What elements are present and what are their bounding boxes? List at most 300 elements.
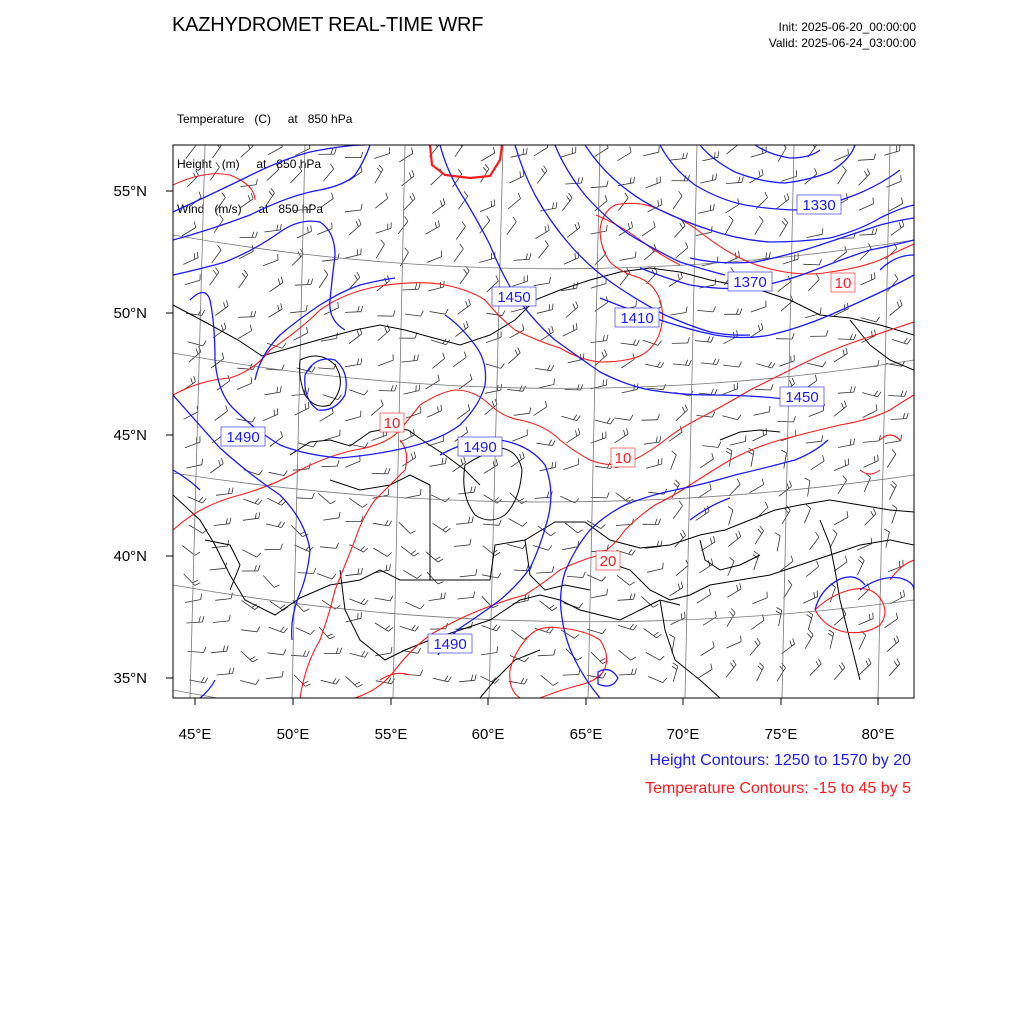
wind-barb-feather <box>790 641 792 647</box>
wind-barb <box>754 412 770 415</box>
wind-barb <box>189 525 203 533</box>
wind-barb-feather <box>363 504 368 508</box>
temperature-label <box>611 448 635 467</box>
wind-barb-feather <box>659 519 661 525</box>
wind-barb-feather <box>769 252 770 258</box>
wind-barb <box>510 176 524 183</box>
wind-barb <box>514 413 530 415</box>
wind-barb <box>323 169 333 181</box>
wind-barb-feather <box>224 323 226 329</box>
wind-barb-feather <box>784 195 786 201</box>
wind-barb-feather <box>305 684 310 687</box>
wind-barb-feather <box>635 668 637 674</box>
wind-barb-feather <box>894 661 897 666</box>
wind-barb-feather <box>387 553 392 557</box>
wind-barb-feather <box>314 568 316 574</box>
wind-barb-feather <box>897 659 900 664</box>
wind-barb <box>858 589 870 600</box>
wind-barb-feather <box>255 513 256 519</box>
wind-barb-feather <box>361 204 362 210</box>
wind-barb-feather <box>833 530 837 534</box>
wind-barb-feather <box>607 463 610 468</box>
wind-barb-feather <box>680 223 683 228</box>
wind-barb <box>432 358 444 368</box>
wind-barb <box>213 621 229 623</box>
wind-barb-feather <box>710 484 712 490</box>
wind-barb-feather <box>519 498 524 501</box>
lat-label: 35°N <box>113 670 147 687</box>
wind-barb-feather <box>446 528 451 532</box>
wind-barb-feather <box>257 626 260 631</box>
wind-barb-feather <box>607 492 609 498</box>
wind-barb-feather <box>220 215 224 220</box>
wind-barb-feather <box>678 584 680 590</box>
wind-barb-feather <box>284 628 288 633</box>
wind-barb-feather <box>711 664 712 670</box>
wind-barb-feather <box>412 625 416 630</box>
wind-barb-feather <box>216 162 220 167</box>
wind-barb <box>884 151 899 155</box>
wind-barb-feather <box>281 277 283 283</box>
wind-barb-feather <box>434 142 437 147</box>
wind-barb-feather <box>672 666 677 669</box>
wind-barb <box>784 453 787 469</box>
wind-barb <box>216 198 225 211</box>
wind-barb-feather <box>826 330 828 336</box>
wind-barb-feather <box>550 277 551 283</box>
wind-barb-feather <box>334 148 336 154</box>
wind-barb-feather <box>892 449 896 454</box>
wind-barb-feather <box>669 635 674 638</box>
wind-barb-feather <box>843 476 847 481</box>
wind-barb-feather <box>438 582 444 584</box>
wind-barb <box>241 147 253 158</box>
wind-barb <box>238 331 252 339</box>
wind-barb-feather <box>435 222 436 228</box>
wind-barb-feather <box>901 435 902 441</box>
wind-barb-feather <box>308 227 309 233</box>
wind-barb-feather <box>283 649 286 654</box>
wind-barb <box>566 434 580 443</box>
wind-barb-feather <box>819 659 822 664</box>
wind-barb <box>402 176 415 186</box>
wind-barb <box>803 264 819 265</box>
wind-barb-feather <box>823 362 826 367</box>
wind-barb-feather <box>816 661 819 666</box>
wind-barb-feather <box>493 147 494 153</box>
init-time: Init: 2025-06-20_00:00:00 <box>778 20 916 34</box>
wind-barb <box>182 546 195 556</box>
wind-barb <box>539 246 549 259</box>
wind-barb-feather <box>438 220 439 226</box>
wind-barb-feather <box>867 169 870 174</box>
wind-barb-feather <box>395 385 397 391</box>
wind-barb-feather <box>391 385 393 391</box>
wind-barb-feather <box>793 638 795 644</box>
wind-barb-feather <box>390 564 391 570</box>
wind-barb <box>265 392 281 395</box>
wind-barb <box>402 457 415 466</box>
wind-barb <box>237 383 252 389</box>
wind-barb-feather <box>715 389 717 395</box>
wind-barb <box>263 576 274 588</box>
wind-barb-feather <box>653 604 658 607</box>
wind-barb-feather <box>393 310 395 316</box>
wind-barb-feather <box>626 497 631 500</box>
wind-barb-feather <box>907 413 909 419</box>
wind-barb-feather <box>470 539 471 545</box>
wind-barb-feather <box>464 323 466 329</box>
wind-barb <box>595 201 607 211</box>
wind-barb-feather <box>688 337 690 343</box>
wind-barb-feather <box>222 353 224 359</box>
wind-barb-feather <box>277 387 278 393</box>
wind-barb-feather <box>308 402 309 408</box>
wind-barb-feather <box>737 585 738 591</box>
wind-barb <box>886 181 901 187</box>
lon-label: 65°E <box>569 726 603 743</box>
wind-barb-feather <box>280 386 281 392</box>
wind-barb-feather <box>250 325 251 331</box>
wind-barb <box>834 354 848 363</box>
wind-barb <box>563 465 578 470</box>
wind-barb-feather <box>628 223 629 229</box>
wind-barb <box>320 547 336 549</box>
wind-barb-feather <box>499 520 501 526</box>
wind-barb <box>458 597 474 599</box>
wind-barb <box>695 341 711 343</box>
wind-barb <box>777 668 786 682</box>
wind-barb <box>587 575 602 581</box>
wind-barb-feather <box>226 405 228 411</box>
valid-time: Valid: 2025-06-24_03:00:00 <box>768 36 916 50</box>
wind-barb-feather <box>575 430 577 436</box>
wind-barb-feather <box>581 384 583 390</box>
wind-barb <box>591 497 607 498</box>
wind-barb-feather <box>742 177 743 183</box>
wind-barb-feather <box>845 556 847 562</box>
wind-barb-feather <box>872 229 874 235</box>
wind-barb <box>349 498 362 507</box>
wind-barb <box>859 204 874 211</box>
wind-barb-feather <box>549 328 551 334</box>
field-wind: Wind (m/s) at 850 hPa <box>177 202 324 216</box>
wind-barb-feather <box>377 168 381 173</box>
wind-barb <box>349 172 362 181</box>
wind-barb-feather <box>854 439 855 445</box>
wind-barb-feather <box>891 484 895 488</box>
wind-barb-feather <box>607 418 610 423</box>
wind-barb <box>268 147 282 155</box>
wind-barb <box>618 599 634 600</box>
wind-barb-feather <box>605 195 607 201</box>
wind-barb-feather <box>713 306 715 312</box>
wind-barb-feather <box>361 568 362 574</box>
wind-barb <box>268 309 282 317</box>
wind-barb <box>511 630 524 640</box>
wind-barb-feather <box>327 634 333 636</box>
wind-barb-feather <box>792 378 794 384</box>
wind-barb-feather <box>775 533 780 536</box>
wind-barb-feather <box>899 222 901 228</box>
wind-barb-feather <box>903 413 905 419</box>
wind-barb <box>751 153 766 158</box>
wind-barb <box>537 310 553 314</box>
wind-barb <box>674 226 685 238</box>
wind-barb-feather <box>304 609 309 612</box>
wind-barb <box>399 522 410 533</box>
wind-barb <box>297 231 312 238</box>
wind-barb-feather <box>739 251 740 257</box>
wind-barb <box>644 628 657 637</box>
wind-barb-feather <box>689 360 691 366</box>
wind-barb <box>242 550 256 557</box>
wind-barb <box>566 649 577 661</box>
wind-barb-feather <box>829 630 834 633</box>
wind-barb-feather <box>445 676 448 681</box>
wind-barb-feather <box>686 153 687 159</box>
wind-barb-feather <box>760 526 764 531</box>
wind-barb-feather <box>361 249 362 255</box>
wind-barb-feather <box>874 456 875 462</box>
wind-barb-feather <box>548 545 552 550</box>
wind-barb <box>186 622 202 623</box>
wind-barb <box>457 410 470 419</box>
lat-label: 45°N <box>113 427 147 444</box>
wind-barb-feather <box>445 309 448 314</box>
wind-barb <box>456 227 465 240</box>
wind-barb-feather <box>902 220 904 226</box>
wind-barb <box>782 644 795 654</box>
height-contours <box>173 145 914 698</box>
wind-barb <box>318 493 330 503</box>
wind-barb <box>536 230 550 238</box>
wind-barb <box>838 171 847 185</box>
wind-barb-feather <box>518 193 520 199</box>
wind-barb <box>213 145 222 158</box>
wind-barb-feather <box>546 142 547 148</box>
wind-barb-feather <box>601 525 606 529</box>
wind-barbs <box>182 138 911 687</box>
wind-barb <box>217 674 233 676</box>
wind-barb <box>484 495 498 504</box>
wind-barb-feather <box>415 626 419 631</box>
wind-barb-feather <box>860 556 864 560</box>
wind-barb <box>757 667 764 681</box>
wind-barb-feather <box>754 551 759 555</box>
wind-barb-feather <box>765 502 768 507</box>
wind-barb-feather <box>785 509 789 513</box>
wind-barb <box>458 305 471 315</box>
wind-barb-feather <box>672 451 677 455</box>
wind-barb-feather <box>875 273 876 279</box>
temperature-label <box>380 413 404 432</box>
wind-barb <box>726 182 742 183</box>
svg-text:1410: 1410 <box>620 310 654 327</box>
wind-barb-feather <box>545 241 548 246</box>
wind-barb-feather <box>495 552 500 555</box>
wind-barb <box>670 313 686 316</box>
wind-barb-feather <box>218 245 222 250</box>
wind-barb <box>864 461 879 468</box>
wind-barb-feather <box>419 283 421 289</box>
graticule <box>173 145 914 728</box>
wind-barb-feather <box>737 479 740 484</box>
wind-barb-feather <box>772 363 775 368</box>
wind-barb-feather <box>361 612 362 618</box>
wind-barb <box>859 174 870 185</box>
wind-barb-feather <box>603 335 604 341</box>
wind-barb-feather <box>575 253 576 259</box>
wind-barb-feather <box>550 628 554 633</box>
wind-barb-feather <box>578 222 580 228</box>
wind-barb-feather <box>251 377 252 383</box>
wind-barb-feather <box>578 428 580 434</box>
wind-barb <box>621 343 637 345</box>
wind-barb-feather <box>632 550 635 555</box>
wind-barb-feather <box>710 205 711 211</box>
wind-barb-feather <box>197 252 198 258</box>
wind-barb <box>622 389 638 393</box>
wind-barb-feather <box>471 487 472 493</box>
wind-barb <box>486 337 501 342</box>
wind-barb-feather <box>464 191 468 196</box>
wind-barb-feather <box>578 178 580 184</box>
wind-barb-feather <box>815 375 817 381</box>
wind-barb <box>727 642 742 648</box>
wind-barb-feather <box>278 305 279 311</box>
wind-barb <box>560 153 575 158</box>
wind-barb-feather <box>388 489 389 495</box>
wind-barb <box>345 312 361 313</box>
wind-barb-feather <box>739 177 740 183</box>
wind-barb-feather <box>715 611 716 617</box>
wind-barb-feather <box>545 226 546 232</box>
wind-barb <box>372 473 388 474</box>
wind-barb-feather <box>530 407 531 413</box>
wind-barb <box>486 364 501 369</box>
wind-barb-feather <box>552 462 553 468</box>
wind-barb-feather <box>229 615 230 621</box>
wind-barb-feather <box>202 310 205 315</box>
wind-barb-feather <box>256 232 258 238</box>
wind-barb <box>430 312 446 315</box>
wind-barb-feather <box>716 174 717 180</box>
wind-barb-feather <box>602 629 606 634</box>
wind-barb-feather <box>876 317 879 322</box>
wind-barb <box>726 204 740 213</box>
wind-barb-feather <box>229 668 230 674</box>
wind-barb <box>614 418 630 420</box>
wind-barb-feather <box>782 143 786 148</box>
wind-barb-feather <box>814 592 815 598</box>
wind-barb-feather <box>541 169 544 174</box>
wind-barb-feather <box>545 401 547 407</box>
wind-barb <box>618 650 631 660</box>
wind-barb-feather <box>471 622 472 628</box>
wind-barb-feather <box>850 334 852 340</box>
wind-barb-feather <box>201 594 202 600</box>
wind-barb <box>538 655 554 656</box>
wind-barb-feather <box>441 405 442 411</box>
wind-barb-feather <box>729 216 733 221</box>
wind-barb-feather <box>202 616 204 622</box>
wind-barb <box>295 284 311 285</box>
wind-barb-feather <box>386 193 388 199</box>
wind-barb <box>641 596 653 607</box>
wind-barb <box>864 478 871 493</box>
wind-barb <box>456 523 472 525</box>
wind-barb-feather <box>361 358 362 364</box>
wind-barb-feather <box>199 192 201 198</box>
wind-barb-feather <box>660 656 664 660</box>
wind-barb <box>891 419 907 420</box>
wind-barb-feather <box>658 414 660 420</box>
wind-barb-feather <box>358 568 359 574</box>
wind-barb-feather <box>525 679 528 684</box>
wind-barb <box>563 675 579 676</box>
wind-barb-feather <box>523 324 524 330</box>
wind-barb-feather <box>252 417 255 422</box>
wind-barb-feather <box>606 379 607 385</box>
wind-barb-feather <box>660 436 661 442</box>
wind-barb-feather <box>574 415 577 420</box>
wind-barb-feather <box>421 311 424 316</box>
wind-barb-feather <box>324 270 328 275</box>
wind-barb-feather <box>458 169 462 174</box>
wind-barb <box>810 664 821 675</box>
wind-barb <box>317 574 332 580</box>
wind-barb-feather <box>466 301 468 307</box>
wind-barb-feather <box>358 613 359 619</box>
wind-barb <box>460 575 476 577</box>
wind-barb-feather <box>360 546 364 550</box>
temperature-label <box>596 551 620 570</box>
wind-barb-feather <box>414 553 419 556</box>
lat-label: 50°N <box>113 305 147 322</box>
wind-barb <box>399 153 413 162</box>
wind-barb-feather <box>492 401 494 407</box>
wind-barb-feather <box>736 533 738 539</box>
wind-barb-feather <box>361 599 365 604</box>
wind-barb <box>240 199 253 208</box>
wind-barb-feather <box>333 678 336 683</box>
wind-barb-feather <box>355 275 358 280</box>
wind-barb <box>808 279 819 291</box>
wind-barb <box>460 271 469 284</box>
wind-barb-feather <box>274 585 280 587</box>
wind-barb <box>266 677 282 679</box>
wind-barb-feather <box>523 452 525 458</box>
wind-barb-feather <box>714 204 715 210</box>
wind-barb-feather <box>573 325 574 331</box>
wind-barb-feather <box>875 228 877 234</box>
wind-barb <box>806 441 822 443</box>
wind-barb <box>564 258 579 264</box>
wind-barb-feather <box>391 647 392 653</box>
wind-barb-feather <box>415 284 417 290</box>
wind-barb <box>507 222 517 235</box>
wind-barb <box>322 259 338 261</box>
wind-barb-feather <box>362 651 365 656</box>
wind-barb <box>372 435 387 440</box>
wind-barb-feather <box>513 217 517 222</box>
wind-barb-feather <box>470 374 472 380</box>
wind-barb-feather <box>419 385 420 391</box>
wind-barb-feather <box>258 565 260 571</box>
wind-barb-feather <box>892 481 896 485</box>
wind-barb <box>209 568 225 570</box>
